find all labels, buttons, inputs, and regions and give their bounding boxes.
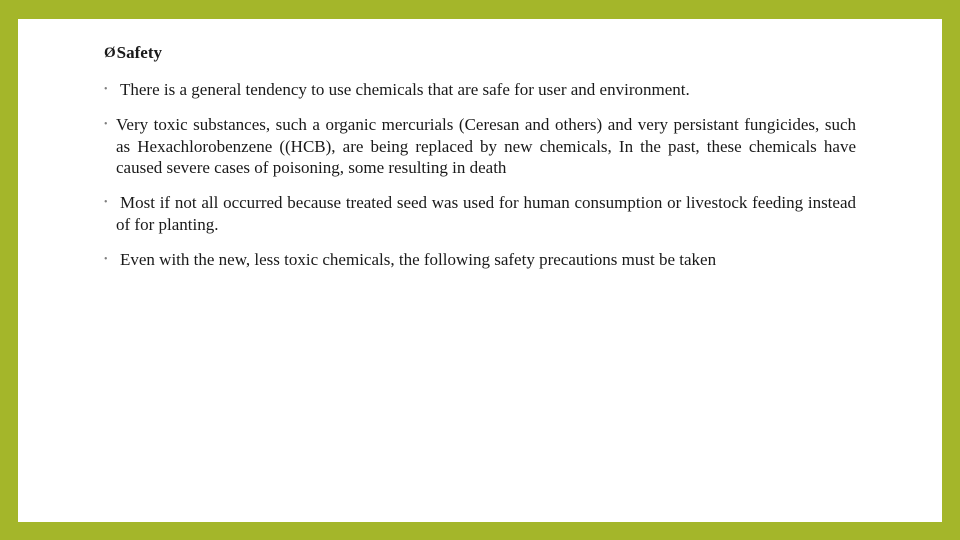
bullet-item bbox=[104, 79, 856, 101]
arrow-bullet-icon: Ø bbox=[104, 44, 116, 61]
bullet-dot-icon: • bbox=[104, 197, 108, 208]
bullet-dot-icon: • bbox=[104, 84, 108, 95]
bullet-text: Even with the new, less toxic chemicals, the following safety precautions must be taken bbox=[120, 249, 717, 269]
slide-content bbox=[18, 19, 942, 522]
bullet-dot-icon: • bbox=[104, 253, 108, 265]
bullet-dot-icon: • bbox=[104, 119, 108, 130]
bullet-item bbox=[104, 249, 856, 271]
bullet-item bbox=[104, 192, 856, 235]
bullet-item bbox=[104, 114, 856, 179]
bullet-text: There is a general tendency to use chemicals that are safe for user and environment. bbox=[120, 80, 690, 99]
bullet-text: Very toxic substances, such a organic mercurials (Ceresan and others) and very persistant fungicides, such as Hexachlorobenzene ((HCB), are being replaced by new chemicals, In the past, these chemicals have caused severe cases of poisoning, some resulting in death bbox=[116, 115, 856, 177]
slide-heading bbox=[104, 43, 162, 63]
bullet-text: Most if not all occurred because treated seed was used for human consumption or livestock feeding instead of for planting. bbox=[116, 193, 856, 234]
bullet-list bbox=[104, 79, 856, 270]
heading-text: Safety bbox=[116, 43, 162, 62]
